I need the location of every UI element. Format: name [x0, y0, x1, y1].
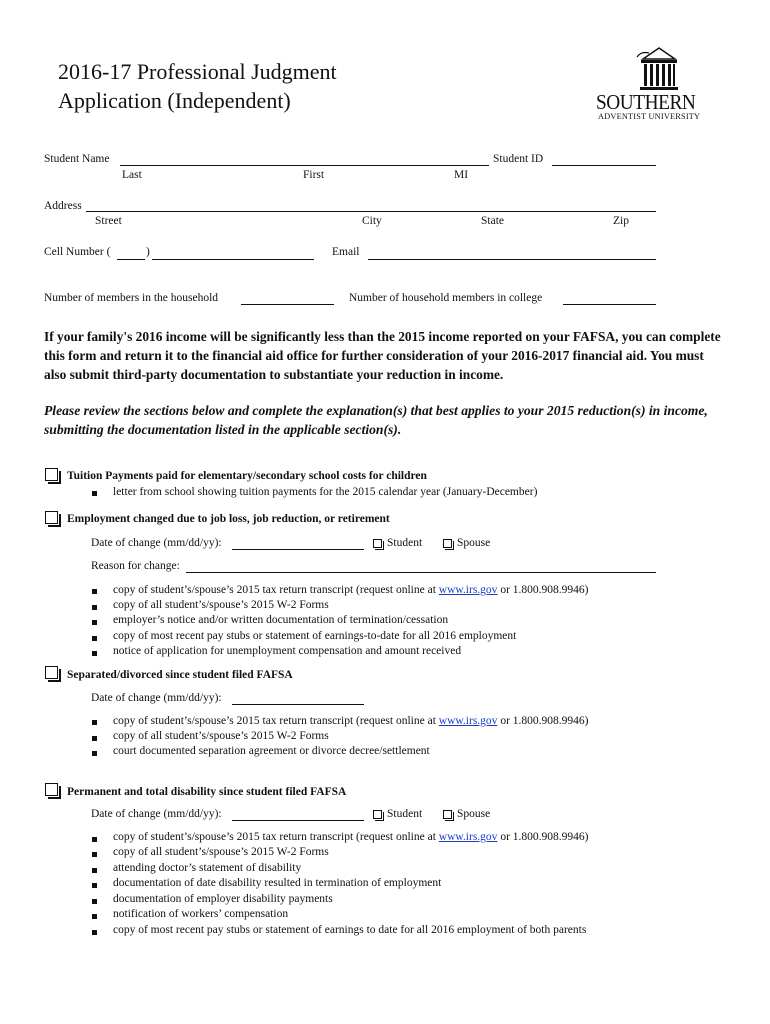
pillars-icon [597, 45, 717, 95]
irs-link[interactable]: www.irs.gov [438, 715, 498, 727]
bullet-icon [92, 930, 97, 935]
list-item: copy of all student’s/spouse’s 2015 W-2 Forms [113, 846, 329, 858]
disability-checkbox[interactable] [45, 783, 58, 796]
irs-link[interactable]: www.irs.gov [438, 584, 498, 596]
disability-heading: Permanent and total disability since student filed FAFSA [67, 786, 347, 798]
bullet-icon [92, 736, 97, 741]
email-field[interactable] [368, 259, 656, 260]
employment-student-checkbox[interactable] [373, 539, 382, 548]
cell-number-label: Cell Number ( [44, 246, 111, 258]
list-item: copy of all student’s/spouse’s 2015 W-2 Forms [113, 730, 329, 742]
email-label: Email [332, 246, 360, 258]
list-item: copy of all student’s/spouse’s 2015 W-2 Forms [113, 599, 329, 611]
household-members-label: Number of members in the household [44, 292, 219, 304]
list-item: copy of student’s/spouse’s 2015 tax return transcript (request online at www.irs.gov or 1.800.908.9946) [113, 584, 589, 596]
bullet-icon [92, 899, 97, 904]
separated-date-field[interactable] [232, 704, 364, 705]
list-item: notification of workers’ compensation [113, 908, 289, 920]
disability-spouse-label: Spouse [457, 808, 491, 820]
bullet-icon [92, 491, 97, 496]
bullet-icon [92, 620, 97, 625]
list-item: copy of most recent pay stubs or statement of earnings-to-date for all 2016 employment [113, 630, 517, 642]
address-field[interactable] [86, 211, 656, 212]
list-item: copy of student’s/spouse’s 2015 tax return transcript (request online at www.irs.gov or 1.800.908.9946) [113, 831, 589, 843]
reason-field[interactable] [186, 572, 656, 573]
student-name-field[interactable] [120, 165, 489, 166]
disability-spouse-checkbox[interactable] [443, 810, 452, 819]
cell-close-paren: ) [146, 246, 150, 258]
logo-subtitle: ADVENTIST UNIVERSITY [598, 112, 701, 121]
university-logo [597, 45, 717, 125]
irs-link[interactable]: www.irs.gov [438, 831, 498, 843]
student-id-field[interactable] [552, 165, 656, 166]
bullet-icon [92, 636, 97, 641]
disability-student-label: Student [387, 808, 423, 820]
bullet-icon [92, 720, 97, 725]
list-item: copy of most recent pay stubs or statement of earnings to date for all 2016 employment of both parents [113, 924, 587, 936]
zip-caption: Zip [613, 215, 629, 227]
page-title-line2: Application (Independent) [58, 88, 291, 113]
employment-date-field[interactable] [232, 549, 364, 550]
area-code-field[interactable] [117, 259, 145, 260]
disability-date-field[interactable] [232, 820, 364, 821]
list-item: copy of student’s/spouse’s 2015 tax return transcript (request online at www.irs.gov or 1.800.908.9946) [113, 715, 589, 727]
list-item: letter from school showing tuition payments for the 2015 calendar year (January-December) [113, 486, 538, 498]
bullet-icon [92, 837, 97, 842]
bullet-icon [92, 852, 97, 857]
employment-heading: Employment changed due to job loss, job reduction, or retirement [67, 513, 390, 525]
address-label: Address [44, 200, 82, 212]
list-item: employer’s notice and/or written documentation of termination/cessation [113, 614, 449, 626]
bullet-icon [92, 651, 97, 656]
student-id-label: Student ID [493, 153, 544, 165]
list-item: court documented separation agreement or divorce decree/settlement [113, 745, 430, 757]
bullet-icon [92, 914, 97, 919]
last-name-caption: Last [122, 169, 142, 181]
list-item: documentation of employer disability payments [113, 893, 333, 905]
bullet-icon [92, 589, 97, 594]
student-name-label: Student Name [44, 153, 110, 165]
employment-student-label: Student [387, 537, 423, 549]
separated-date-label: Date of change (mm/dd/yy): [91, 692, 222, 704]
city-caption: City [362, 215, 382, 227]
logo-name: SOUTHERN [596, 90, 696, 114]
separated-checkbox[interactable] [45, 666, 58, 679]
tuition-checkbox[interactable] [45, 468, 58, 481]
cell-number-field[interactable] [152, 259, 314, 260]
bullet-icon [92, 605, 97, 610]
employment-date-label: Date of change (mm/dd/yy): [91, 537, 222, 549]
household-college-label: Number of household members in college [349, 292, 543, 304]
list-item: notice of application for unemployment compensation and amount received [113, 645, 462, 657]
employment-spouse-label: Spouse [457, 537, 491, 549]
household-college-field[interactable] [563, 304, 656, 305]
list-item: attending doctor’s statement of disability [113, 862, 302, 874]
page-title-line1: 2016-17 Professional Judgment [58, 59, 337, 84]
instructions-paragraph: Please review the sections below and complete the explanation(s) that best applies to your 2015 reduction(s) in income, submitting the documentation listed in the applicable section(s). [44, 403, 708, 437]
disability-student-checkbox[interactable] [373, 810, 382, 819]
list-item: documentation of date disability resulted in termination of employment [113, 877, 442, 889]
first-name-caption: First [303, 169, 325, 181]
street-caption: Street [95, 215, 122, 227]
tuition-heading: Tuition Payments paid for elementary/secondary school costs for children [67, 470, 427, 482]
middle-initial-caption: MI [454, 169, 469, 181]
household-members-field[interactable] [241, 304, 334, 305]
employment-checkbox[interactable] [45, 511, 58, 524]
employment-spouse-checkbox[interactable] [443, 539, 452, 548]
separated-heading: Separated/divorced since student filed FAFSA [67, 669, 293, 681]
bullet-icon [92, 751, 97, 756]
state-caption: State [481, 215, 504, 227]
bullet-icon [92, 883, 97, 888]
disability-date-label: Date of change (mm/dd/yy): [91, 808, 222, 820]
reason-label: Reason for change: [91, 560, 180, 572]
intro-paragraph: If your family's 2016 income will be significantly less than the 2015 income reported on your FAFSA, you can complete this form and return it to the financial aid office for further consideration of your 2016-2017 financial aid. You must also submit third-party documentation to substantiate your reduction in income. [44, 329, 721, 382]
bullet-icon [92, 868, 97, 873]
